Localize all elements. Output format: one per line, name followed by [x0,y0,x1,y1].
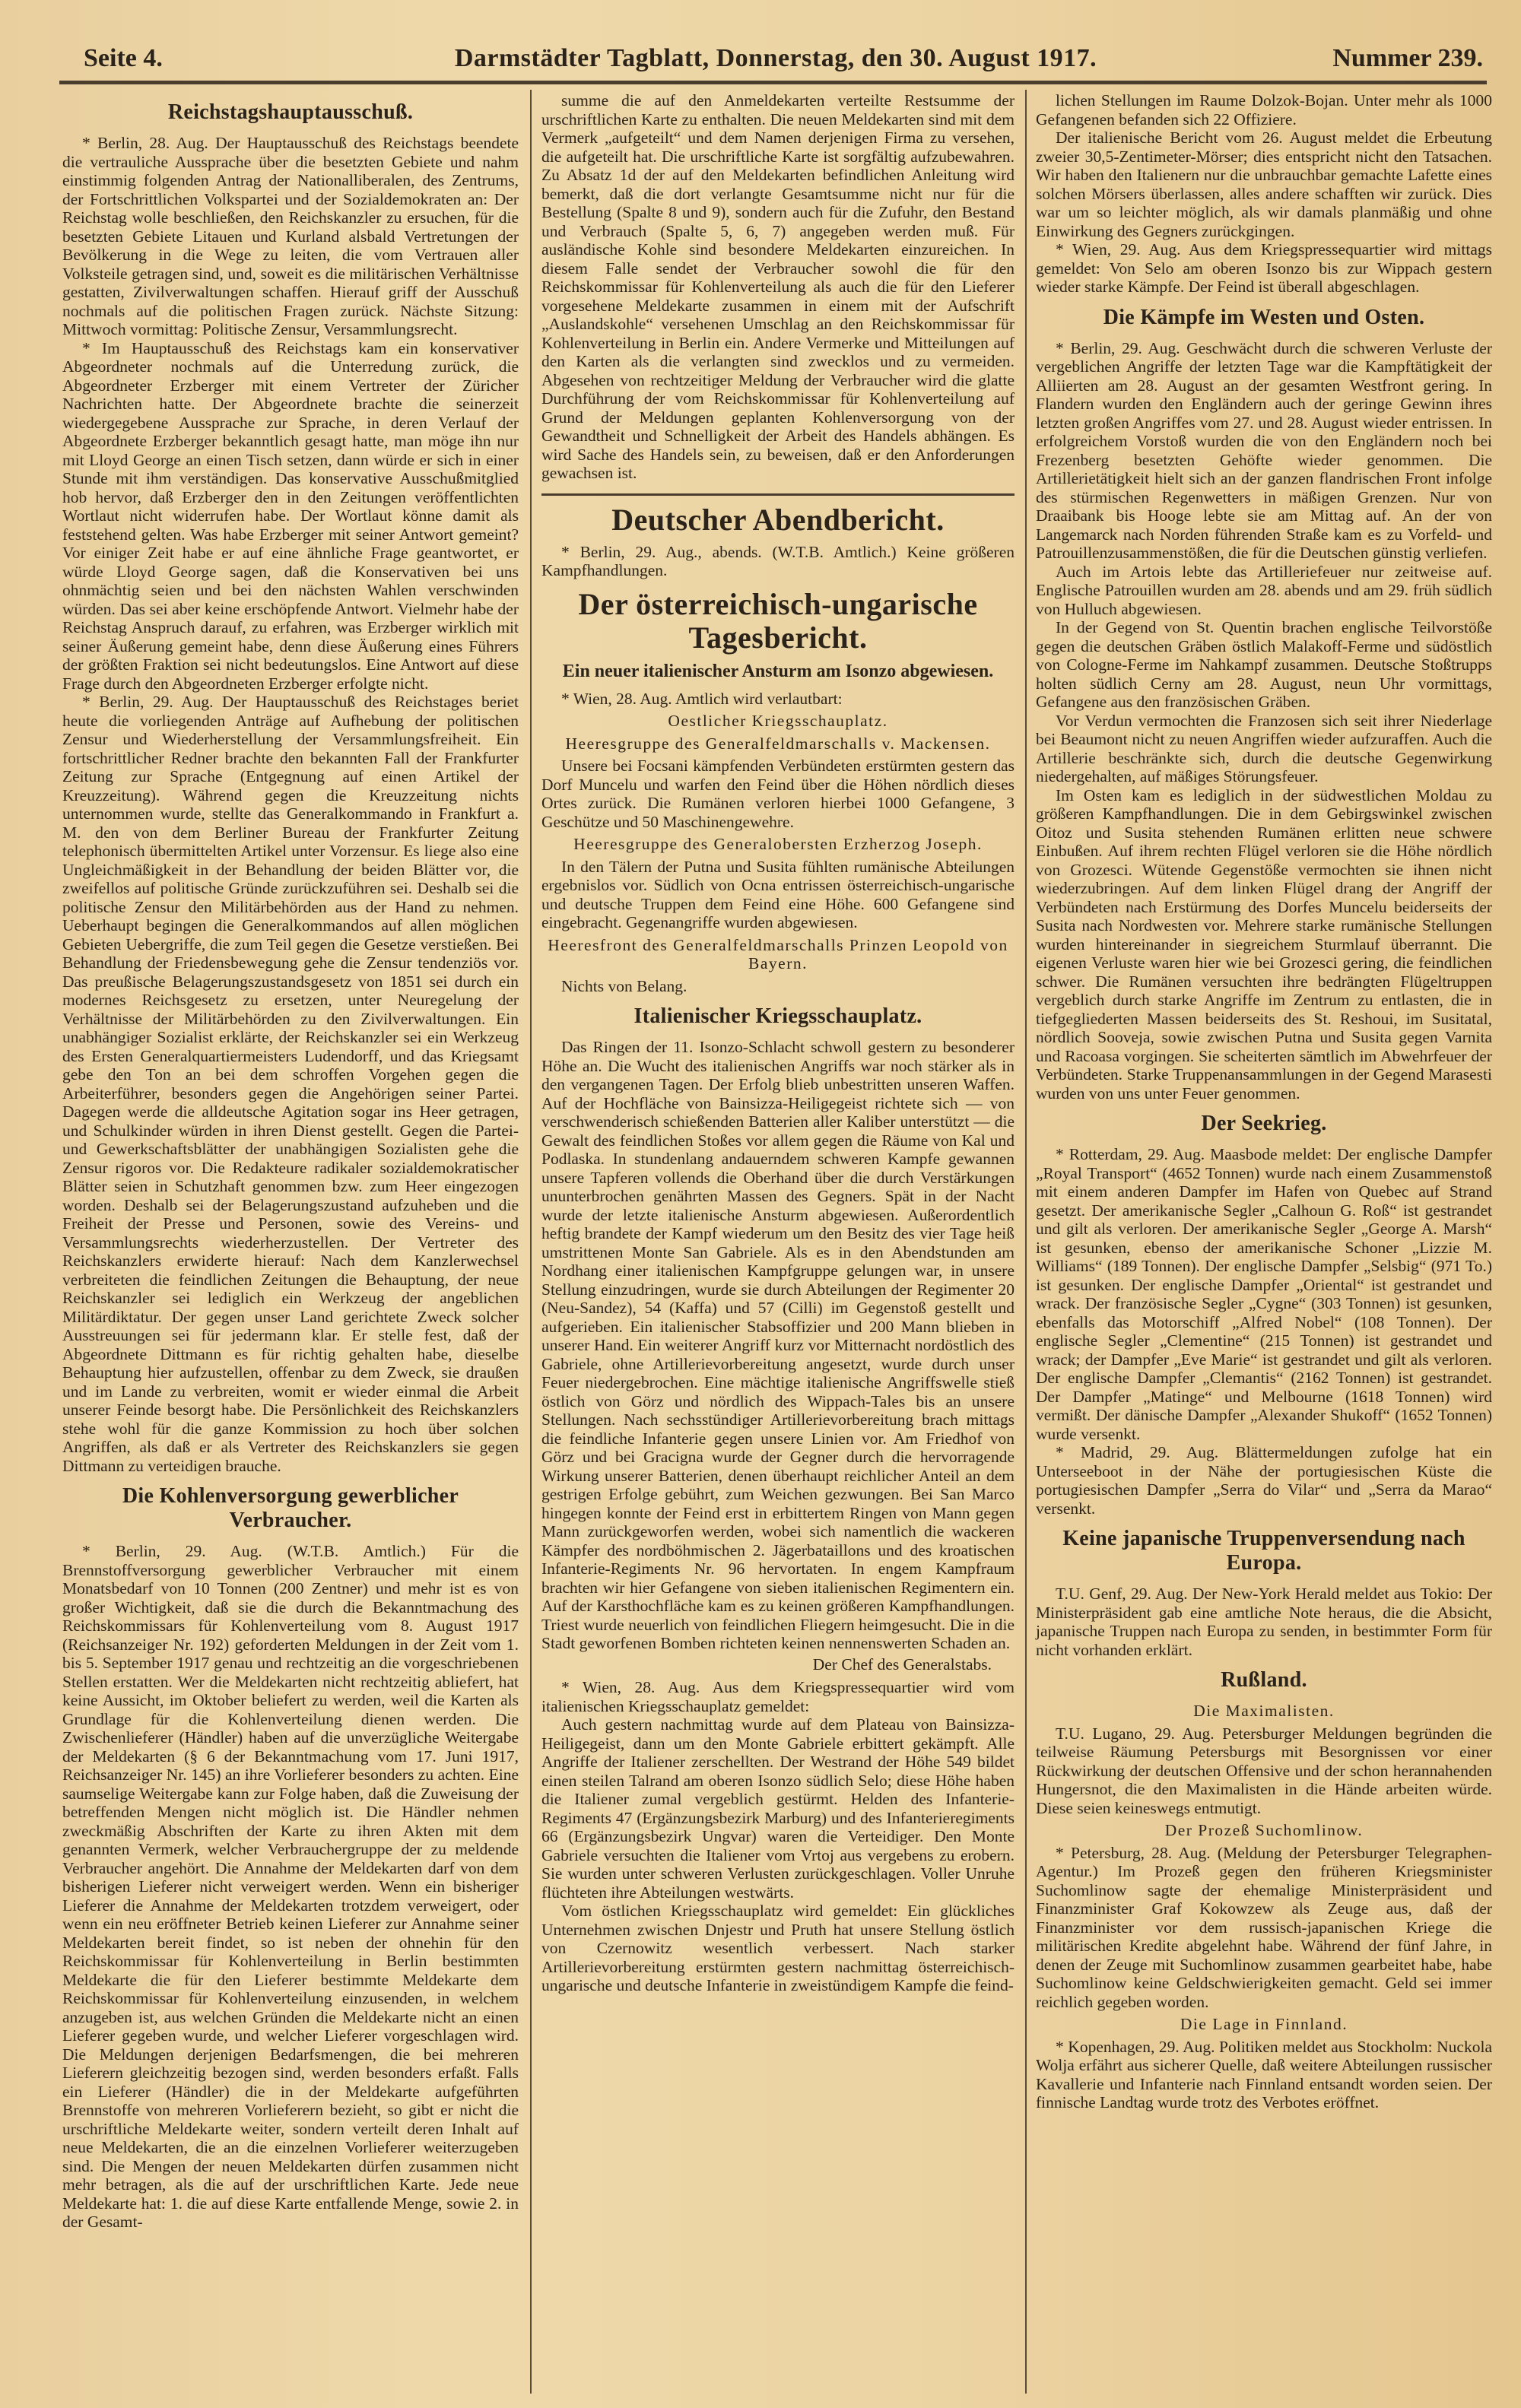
column-3 [1036,91,1492,2112]
article-paragraph: T.U. Lugano, 29. Aug. Petersburger Meldungen begründen die teilweise Räumung Petersburgs mit Besorgnissen vor einer Rückwirkung der deutschen Offensive und der schon herannahenden Hungersnot, die den Maximalisten in die Hände arbeiten würde. Diese seien keineswegs entmutigt. [1036,1724,1492,1817]
article-paragraph: Der italienische Bericht vom 26. August meldet die Erbeutung zweier 30,5-Zentimeter-Mörser; dies entspricht nicht den Tatsachen. Wir haben den Italienern nur die unbrauchbar gemachte Lafette eines solchen Mörsers überlassen, alles andere schafften wir zurück. Dies war um so leichter möglich, als wir damals planmäßig und ohne Einwirkung des Gegners zurückgingen. [1036,128,1492,240]
article-heading: Der Seekrieg. [1201,1112,1327,1135]
article-paragraph: Das Ringen der 11. Isonzo-Schlacht schwoll gestern zu besonderer Höhe an. Die Wucht des italienischen Angriffs war noch stärker als in den vergangenen Tagen. Der Erfolg blieb unbestritten unseren Waffen. Auf der Hochfläche von Bainsizza-Heiligegeist richtete sich — von verschwenderisch schießenden Batterien aller Kaliber unterstützt — die Gewalt des feindlichen Stoßes vor allem gegen die Räume von Kal und Podlaska. In stundenlang andauerndem schweren Kampfe gewannen unsere Tapferen vollends die Oberhand über die durch Verstärkungen ununterbrochen genährten Massen des Gegners. Spät in der Nacht wurde der letzte italienische Ansturm abgewiesen. Außerordentlich heftig brandete der Kampf wiederum um den Besitz des vier Tage heiß umstrittenen Monte San Gabriele. Als es in den Abendstunden am Nordhang einer italienischen Kampfgruppe gelungen war, in unsere Stellung einzudringen, wurde sie durch Abteilungen der Regimenter 20 (Neu-Sandez), 54 (Kaffa) und 57 (Cilli) im Gegenstoß gestellt und aufgerieben. Ein italienischer Stabsoffizier und 200 Mann blieben in unserer Hand. Ein weiterer Angriff kurz vor Mitternacht nordöstlich des Gabriele, ohne Artillerievorbereitung angesetzt, wurde durch unser Feuer niedergebrochen. Eine mächtige italienische Angriffswelle stieß östlich von Görz und nördlich des Wippach-Tales bis an unsere Stellungen. Nach sechsstündiger Artillerievorbereitung brach mittags die feindliche Infanterie gegen unsere Linien vor. Am Friedhof von Görz und bei Gracigna wurde der Gegner durch die hervorragende Wirkung unserer Batterien, denen überhaupt reichlicher Anteil an dem gestrigen Erfolge gebührt, zum Weichen gezwungen. Bei San Marco hingegen konnte der Feind erst in erbittertem Ringen von Mann gegen Mann zurückgeworfen werden, wobei sich namentlich die wackeren Kämpfer des nordböhmischen 2. Jägerbataillons und des kroatischen Infanterie-Regiments Nr. 96 hervortaten. In engem Kampfraum brachten wir hier Gefangene von sieben italienischen Regimentern ein. Auf der Karsthochfläche kam es zu keinen größeren Kampfhandlungen. Triest wurde neuerlich von feindlichen Fliegern heimgesucht. Die in die Stadt geworfenen Bomben richteten keinen nennenswerten Schaden an. [541,1038,1015,1652]
newspaper-title: Darmstädter Tagblatt, Donnerstag, den 30. August 1917. [454,44,1097,72]
page-number: Seite 4. [84,44,163,72]
article-paragraph: * Madrid, 29. Aug. Blättermeldungen zufolge hat ein Unterseeboot in der Nähe der portugiesischen Küste die portugiesischen Dampfer „Serra do Vilar“ und „Serra da Marao“ versenkt. [1036,1443,1492,1518]
article-paragraph: * Petersburg, 28. Aug. (Meldung der Petersburger Telegraphen-Agentur.) Im Prozeß gegen den früheren Kriegsminister Suchomlinow sagte der ehemalige Ministerpräsident und Finanzminister Graf Kokowzew als Zeuge aus, daß der Finanzminister vor dem russisch-japanischen Kriege die militärischen Kredite abgelehnt habe. Während der fünf Jahre, in denen der Zeuge mit Suchomlinow zusammen gearbeitet habe, habe Suchomlinow keine Geldschwierigkeiten gemacht. Geld sei immer reichlich gegeben worden. [1036,1843,1492,2011]
article-paragraph: * Berlin, 29. Aug. Geschwächt durch die schweren Verluste der vergeblichen Angriffe der letzten Tage war die Kampftätigkeit der Alliierten am 28. August an der gesamten Westfront gering. In Flandern wurden den Engländern auch der geringe Gewinn ihres letzten großen Angriffes vom 27. und 28. August wieder entrissen. In erfolgreichem Vorstoß wurden die von den Engländern noch bei Frezenberg besetzten Gehöfte wieder genommen. Die Artillerietätigkeit hielt sich an der ganzen flandrischen Front infolge des stürmischen Regenwetters in mäßigen Grenzen. Nur von Draaibank bis Hooge lebte sie am Mittag auf. An der von Langemarck nach Norden führenden Straße kam es zu Vorfeld- und Patrouillenzusammenstößen, die für die Deutschen günstig verliefen. [1036,338,1492,562]
article-paragraph: * Kopenhagen, 29. Aug. Politiken meldet aus Stockholm: Nuckola Wolja erfährt aus sicherer Quelle, daß weitere Abteilungen russischer Kavallerie und Infanterie nach Finnland entsandt worden seien. Der finnische Landtag wurde trotz des Verbotes eröffnet. [1036,2037,1492,2111]
article-paragraph: summe die auf den Anmeldekarten verteilte Restsumme der urschriftlichen Karte zu enthalten. Die neuen Meldekarten sind mit dem Vermerk „aufgeteilt“ und dem Namen derjenigen Firma zu versehen, die aufgeteilt hat. Die urschriftliche Karte ist sorgfältig aufzubewahren. Zu Absatz 1d der auf den Meldekarten befindlichen Anleitung wird bemerkt, daß die dort verlangte Gesamtsumme nicht nur für die Bestellung (Spalte 8 und 9), sondern auch für die Zufuhr, den Bestand und Verbrauch (Spalte 5, 6, 7) angegeben werden muß. Für ausländische Kohle sind besondere Meldekarten einzureichen. In diesem Falle sendet der Verbraucher sowohl die für den Reichskommissar für Kohlenverteilung als auch die für den Lieferer vorgesehene Meldekarte zusammen in einem mit der Aufschrift „Auslandskohle“ versehenen Umschlag an den Reichskommissar für Kohlenverteilung in Berlin ein. Andere Vermerke und Mitteilungen auf den Karten als die verlangten sind zwecklos und zu vermeiden. Abgesehen von rechtzeitiger Meldung der Verbraucher wird die glatte Durchführung der vom Reichskommissar für Kohlenverteilung auf Grund der Meldungen geplanten Kohlenversorgung von der Gewandtheit und Schnelligkeit der Arbeit des Handels abhängen. Es wird Sache des Handels sein, zu beweisen, daß er den Anforderungen gewachsen ist. [541,91,1015,482]
article-paragraph: * Berlin, 28. Aug. Der Hauptausschuß des Reichstags beendete die vertrauliche Aussprache über die besetzten Gebiete und nahm einstimmig folgenden Antrag der Nationalliberalen, des Zentrums, der Fortschrittlichen Volkspartei und der Sozialdemokraten an: Der Reichstag wolle beschließen, den Reichskanzler zu ersuchen, für die besetzten Gebiete Litauen und Kurland alsbald Vertretungen der Bevölkerung in die Wege zu leiten, die vom Vertrauen aller Volksteile getragen sind, und, soweit es die militärischen Verhältnisse gestatten, Zivilverwaltungen schaffen. Hierauf griff der Ausschuß nochmals auf die politischen Fragen zurück. Nächste Sitzung: Mittwoch vormittag: Politische Zensur, Versammlungsrecht. [62,134,519,338]
article-paragraph: In den Tälern der Putna und Susita fühlten rumänische Abteilungen ergebnislos vor. Südlich von Ocna entrissen österreichisch-ungarische und deutsche Truppen dem Feind eine Höhe. 600 Gefangene sind eingebracht. Gegenangriffe wurden abgewiesen. [541,857,1015,931]
article-paragraph: Vom östlichen Kriegsschauplatz wird gemeldet: Ein glückliches Unternehmen zwischen Dnjestr und Pruth hat unsere Stellung östlich von Czernowitz wesentlich verbessert. Nach starker Artillerievorbereitung erstürmten gestern nachmittag österreichisch-ungarische und deutsche Infanterie in zweistündigem Kampfe die feind- [541,1902,1015,1994]
section-divider [541,493,1015,496]
article-heading: Heeresfront des Generalfeldmarschalls Prinzen Leopold von Bayern. [548,935,1008,972]
article-paragraph: T.U. Genf, 29. Aug. Der New-York Herald meldet aus Tokio: Der Ministerpräsident gab eine amtliche Note heraus, die die Absicht, japanische Truppen nach Europa zu senden, in bestimmter Form für nicht vorhanden erklärt. [1036,1585,1492,1659]
article-paragraph: * Rotterdam, 29. Aug. Maasbode meldet: Der englische Dampfer „Royal Transport“ (4652 Tonnen) wurde nach einem Zusammenstoß mit einem anderen Dampfer im Hafen von Quebec auf Strand gesetzt. Der amerikanische Segler „Calhoun G. Roß“ ist gestrandet und gilt als verloren. Der amerikanische Segler „George A. Marsh“ ist gesunken, ebenso der amerikanische Schoner „Lizzie M. Williams“ (189 Tonnen). Der englische Dampfer „Selsbig“ (971 To.) ist gesunken. Der englische Dampfer „Oriental“ ist gestrandet und wrack. Der französische Segler „Cygne“ (303 Tonnen) ist gesunken, ebenfalls das Motorschiff „Alfred Nobel“ (108 Tonnen). Der englische Segler „Clementine“ (215 Tonnen) ist gestrandet und wrack; der Dampfer „Eve Marie“ ist gestrandet und gilt als verloren. Der englische Dampfer „Clemantis“ (2162 Tonnen) ist gestrandet. Der Dampfer „Matinge“ und Melbourne (1618 Tonnen) wird vermißt. Der dänische Dampfer „Alexander Shukoff“ (1652 Tonnen) wurde versenkt. [1036,1145,1492,1443]
article-paragraph: In der Gegend von St. Quentin brachen englische Teilvorstöße gegen die deutschen Gräben östlich Malakoff-Ferme und südöstlich von Cologne-Ferme im Nahkampf zusammen. Deutsche Stoßtrupps holten südlich Cerny am 28. August, neun Uhr vormittags, Gefangene aus den französischen Gräben. [1036,618,1492,711]
article-heading: Deutscher Abendbericht. [611,502,945,537]
article-heading: Der österreichisch-ungarische Tagesbericht. [578,586,978,655]
article-paragraph: * Berlin, 29. Aug. (W.T.B. Amtlich.) Für die Brennstoffversorgung gewerblicher Verbraucher mit einem Monatsbedarf von 10 Tonnen (200 Zentner) und mehr ist es von großer Wichtigkeit, daß sie die durch die Bekanntmachung des Reichskommissars für Kohlenverteilung vom 8. August 1917 (Reichsanzeiger Nr. 192) geforderten Meldungen in der Zeit vom 1. bis 5. September 1917 genau und rechtzeitig an die vorgeschriebenen Stellen erstatten. Wer die Meldekarten nicht rechtzeitig abliefert, hat keine Aussicht, im Oktober beliefert zu werden, weil die Karten als Grundlage für die Kohlenverteilung dienen werden. Die Zwischenlieferer (Händler) haben auf die unverzügliche Weitergabe der Meldekarten (§ 6 der Bekanntmachung vom 17. Juni 1917, Reichsanzeiger Nr. 145) an ihre Vorlieferer besonders zu achten. Eine saumselige Weitergabe kann zur Folge haben, daß die Zuweisung der betreffenden Mengen nicht möglich ist. Die Händler nehmen zweckmäßig Abschriften der Karte zu ihren Akten mit dem genannten Vermerk, welcher Verbrauchergruppe der zu meldende Verbraucher angehört. Die Annahme der Meldekarten darf von dem bisherigen Lieferer nicht verweigert werden. Wenn ein bisheriger Lieferer die Annahme der Meldekarten trotzdem verweigert, oder wenn ein neu eröffneter Betrieb keinen Lieferer zur Annahme seiner Meldekarten bereit findet, so ist neben der ohnehin für den Reichskommissar für Kohlenverteilung in Berlin bestimmten Meldekarte die für den Lieferer bestimmte Meldekarte dem Reichskommissar für Kohlenverteilung einzusenden, in welchem anzugeben ist, aus welchen Gründen die Meldekarte nicht an einen Lieferer gegeben wurde, und welcher Lieferer vorgeschlagen wird. Die Meldungen derjenigen Bedarfsmengen, die bei mehreren Lieferern gleichzeitig bezogen sind, werden besonders erfaßt. Falls ein Lieferer (Händler) die in der Meldekarte aufgeführten Brennstoffe von mehreren Vorlieferern bezieht, so gibt er nicht die urschriftliche Meldekarte weiter, sondern verteilt deren Inhalt auf neue Meldekarten, die an die einzelnen Vorlieferer weiterzugeben sind. Die Mengen der neuen Meldekarten dürfen zusammen nicht mehr betragen, als die auf der urschriftlichen Karte. Jede neue Meldekarte hat: 1. die auf diese Karte entfallende Menge, sowie 2. in der Gesamt- [62,1542,519,2231]
article-heading: Oestlicher Kriegsschauplatz. [668,712,888,730]
article-heading: Italienischer Kriegsschauplatz. [633,1004,922,1028]
column-rule [1025,90,1027,2394]
article-paragraph: * Wien, 28. Aug. Aus dem Kriegspressequartier wird vom italienischen Kriegsschauplatz gemeldet: [541,1678,1015,1715]
article-paragraph: Im Osten kam es lediglich in der südwestlichen Moldau zu größeren Kampfhandlungen. Die in dem Gebirgswinkel zwischen Oitoz und Susita stehenden Rumänen erlitten neue schwere Einbußen. Auf ihrem rechten Flügel verloren sie die Höhe nördlich von Grozesci. Wütende Gegenstöße vermochten sie ihnen nicht wiederzubringen. Auf dem linken Flügel drang der Angriff der Verbündeten nach Erstürmung des Dorfes Muncelu beiderseits der Susita nach Nordwesten vor. Mehrere starke rumänische Stellungen wurden hintereinander in siegreichem Sturmlauf überrannt. Die eigenen Verluste waren hier wie bei Grozesci gering, die feindlichen schwer. Die Rumänen versuchten ihre bedrängten Flügeltruppen vergeblich durch starke Angriffe im Zentrum zu entlasten, die in tiefgegliederten Massen beiderseits des St. Reshoui, im Susitatal, nördlich Sooveja, sowie zwischen Putna und Susita gegen Varnita und Racoasa vorgingen. Sie scheiterten sämtlich im Abwehrfeuer der Verbündeten. Starke Truppenansammlungen in der Gegend Marasesti wurden von uns unter Feuer genommen. [1036,785,1492,1102]
issue-number: Nummer 239. [1332,44,1483,72]
article-paragraph: Nichts von Belang. [561,976,687,995]
article-paragraph: Auch im Artois lebte das Artilleriefeuer nur zeitweise auf. Englische Patrouillen wurden am 28. abends und am 29. früh südlich von Hulluch abgewiesen. [1036,562,1492,618]
article-heading: Die Kohlenversorgung gewerblicher Verbraucher. [122,1484,459,1532]
article-paragraph: * Wien, 28. Aug. Amtlich wird verlautbart: [561,689,843,708]
article-heading: Reichstagshauptausschuß. [167,100,414,124]
article-heading: Die Maximalisten. [1193,1702,1335,1720]
article-paragraph: Vor Verdun vermochten die Franzosen sich seit ihrer Niederlage bei Beaumont nicht zu neuen Angriffen wieder aufzuraffen. Auch die Artillerie beschränkte sich, durch die deutsche Gegenwirkung niedergehalten, auf mäßiges Störungsfeuer. [1036,711,1492,785]
article-heading: Heeresgruppe des Generalobersten Erzherzog Joseph. [573,835,983,853]
article-paragraph: * Im Hauptausschuß des Reichstags kam ein konservativer Abgeordneter nochmals auf die Unterredung zurück, die Abgeordneter Erzberger mit einem Vertreter der Züricher Nachrichten hatte. Der Abgeordnete brachte die seinerzeit wiedergegebene Aussprache zur Sprache, in deren Verlauf der Abgeordnete Erzberger bekanntlich gesagt hatte, man möge ihn nur mit Lloyd George an einen Tisch setzen, dann würde er sich in einer Stunde mit ihm verständigen. Das konservative Ausschußmitglied hob hervor, daß Erzberger den in den Zeitungen veröffentlichten Wortlaut nicht widerrufen habe. Der Wortlaut könne damit als feststehend gelten. Was habe Erzberger mit seiner Antwort gemeint? Vor einiger Zeit habe er auf eine ähnliche Frage geantwortet, er würde Lloyd George sagen, daß die Konservativen bei uns ohnmächtig seien und bei den nächsten Wahlen verschwinden würden. Das sei aber keine erschöpfende Antwort. Vielmehr habe der Reichstag Anspruch darauf, zu erfahren, was Erzberger wirklich mit seiner Äußerung gemeint habe, denn diese Äußerung eines Führers der größten Fraktion sei nicht bedeutungslos. Eine Antwort auf diese Frage durch den Abgeordneten Erzberger erfolgte nicht. [62,338,519,693]
article-heading: Der Chef des Generalstabs. [812,1655,992,1674]
masthead [61,40,1491,78]
article-heading: Der Prozeß Suchomlinow. [1164,1821,1364,1839]
header-rule [59,81,1487,84]
article-paragraph: * Berlin, 29. Aug. Der Hauptausschuß des Reichstages beriet heute die vorliegenden Anträge auf Aufhebung der politischen Zensur und Wiederherstellung der Versammlungsfreiheit. Ein fortschrittlicher Redner brachte den bekannten Fall der Frankfurter Zeitung zur Sprache (Entgegnung auf einen Artikel der Kreuzzeitung). Während gegen die Kreuzzeitung nichts unternommen wurde, stellte das Generalkommando in Frankfurt a. M. den von dem Berliner Bureau der Frankfurter Zeitung telephonisch übermittelten Artikel unter Vorzensur. Es liege also eine Ungleichmäßigkeit in der Behandlung der beiden Blätter vor, die zweifellos auf politische Gründe zurückzuführen sei. Deshalb sei die politische Zensur den Militärbehörden aus der Hand zu nehmen. Ueberhaupt begingen die Generalkommandos auf allen möglichen Gebieten Uebergriffe, die zum Teil gegen die Gesetze verstießen. Bei Behandlung der Friedensbewegung gehe die Zensur tendenziös vor. Das preußische Belagerungszustandsgesetz von 1851 sei durch ein modernes Reichsgesetz zu ersetzen, unter Neuregelung der Verhältnisse der Militärbehörden zu den Zivilverwaltungen. Ein unabhängiger Sozialist erklärte, der Reichskanzler sei ein Werkzeug des Ersten Generalquartiermeisters Ludendorff, und das Kriegsamt gebe den Ton an bei dem schroffen Vorgehen gegen die Arbeiterführer, besonders gegen die Angehörigen seiner Partei. Dagegen werde die alldeutsche Agitation sogar ins Heer getragen, und Schulkinder würden in ihren Dienst gestellt. Gegen die Partei- und Gewerkschaftsblätter der unabhängigen Sozialisten gehe die Zensur rigoros vor. Die Redakteure radikaler sozialdemokratischer Blätter seien in Schutzhaft genommen bzw. zum Heer eingezogen worden. Deshalb sei der Belagerungszustand aufzuheben und die Freiheit der Presse und Personen, sowie des Vereins- und Versammlungsrechts wiederherzustellen. Der Vertreter des Reichskanzlers erwiderte hierauf: Nach dem Kanzlerwechsel verbreiteten die feindlichen Zeitungen die Behauptung, der neue Reichskanzler sei lediglich ein Werkzeug der angeblichen Militärdiktatur. Der gegen unser Land gerichtete Zweck solcher Ausstreuungen sei für jedermann klar. Er stelle fest, daß der Abgeordnete Dittmann es für richtig gehalten habe, dieselbe Behauptung hier aufzustellen, offenbar zu dem Zweck, sie draußen und im Lande zu verbreiten, womit er wieder einmal die Arbeit unserer Feinde besorgt habe. Die Persönlichkeit des Reichskanzlers stehe wohl für die ganze Kommission zu hoch über solchen Angriffen, als daß er als Vertreter des Reichskanzlers sie gegen Dittmann zu verteidigen brauche. [62,693,519,1475]
article-heading: Keine japanische Truppenversendung nach Europa. [1062,1527,1465,1575]
article-heading: Rußland. [1221,1668,1307,1692]
article-paragraph: Auch gestern nachmittag wurde auf dem Plateau von Bainsizza-Heiligegeist, dann um den Monte Gabriele erbittert gekämpft. Alle Angriffe der Italiener zerschellten. Der Westrand der Höhe 549 bildet einen steilen Talrand am oberen Isonzo südlich Selo; diese Höhe haben die Italiener zumal vergeblich gestürmt. Helden des Infanterie-Regiments 47 (Ergänzungsbezirk Marburg) und des Infanterieregiments 66 (Ergänzungsbezirk Ungvar) waren die Verteidiger. Den Monte Gabriele versuchten die Italiener vom Vrtoj aus vergebens zu erobern. Sie wurden unter schweren Verlusten zurückgeschlagen. Voller Unruhe flüchteten ihre Abteilungen westwärts. [541,1715,1015,1902]
article-heading: Ein neuer italienischer Ansturm am Isonzo abgewiesen. [562,661,994,681]
article-heading: Die Kämpfe im Westen und Osten. [1103,305,1425,329]
article-paragraph: lichen Stellungen im Raume Dolzok-Bojan. Unter mehr als 1000 Gefangenen befanden sich 22 Offiziere. [1036,91,1492,128]
column-rule [530,90,532,2394]
article-heading: Heeresgruppe des Generalfeldmarschalls v. Mackensen. [565,734,991,753]
article-paragraph: Unsere bei Focsani kämpfenden Verbündeten erstürmten gestern das Dorf Muncelu und warfen den Feind über die Höhen nördlich dieses Ortes zurück. Die Rumänen verloren hierbei 1000 Gefangene, 3 Geschütze und 50 Maschinengewehre. [541,757,1015,831]
article-heading: Die Lage in Finnland. [1180,2015,1348,2033]
article-paragraph: * Berlin, 29. Aug., abends. (W.T.B. Amtlich.) Keine größeren Kampfhandlungen. [541,542,1015,579]
column-2 [541,91,1015,1995]
column-1 [62,91,519,2232]
article-paragraph: * Wien, 29. Aug. Aus dem Kriegspressequartier wird mittags gemeldet: Von Selo am oberen Isonzo bis zur Wippach gestern wieder starke Kämpfe. Der Feind ist überall abgeschlagen. [1036,240,1492,296]
